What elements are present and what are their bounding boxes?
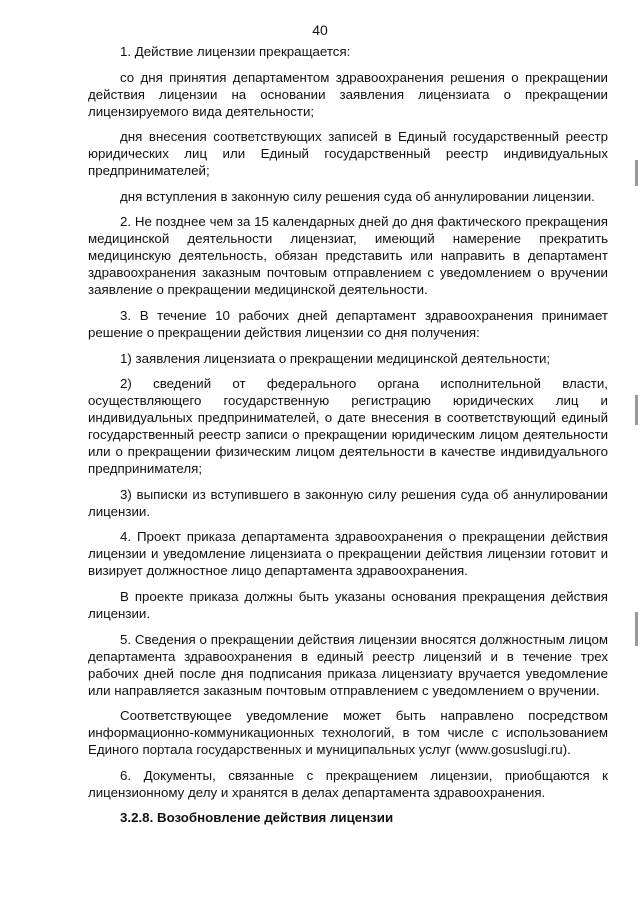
paragraph-item-3: 3) выписки из вступившего в законную силу решения суда об аннулировании лицензии. [88, 486, 608, 519]
paragraph-documents-filing: 6. Документы, связанные с прекращением лицензии, приобщаются к лицензионному делу и хранятся в делах департамента здравоохранения. [88, 767, 608, 800]
paragraph-termination-by-registry: дня внесения соответствующих записей в Единый государственный реестр юридических лиц или Единый государственный реестр индивидуальных предпринимателей; [88, 129, 608, 179]
paragraph-electronic-notice: Соответствующее уведомление может быть направлено посредством информационно-коммуникационных технологий, в том числе с использованием Единого портала государственных и муниципальных услуг (www.gosuslugi.ru). [88, 708, 608, 758]
section-heading: 3.2.8. Возобновление действия лицензии [120, 810, 394, 826]
scan-artifact-mark [635, 395, 638, 425]
paragraph-notice-period: 2. Не позднее чем за 15 календарных дней до дня фактического прекращения медицинской деятельности лицензиат, имеющий намерение прекратить медицинскую деятельность, обязан представить или направить в департамент здравоохранения заказным почтовым отправлением с уведомлением о вручении заявление о прекращении медицинской деятельности. [88, 214, 608, 298]
paragraph-item-1: 1) заявления лицензиата о прекращении медицинской деятельности; [120, 350, 551, 366]
scan-artifact-mark [635, 612, 638, 646]
paragraph-item-2: 2) сведений от федерального органа исполнительной власти, осуществляющего государственную регистрацию юридических лиц и индивидуальных предпринимателей, о дате внесения в соответствующий единый государственный реестр записи о прекращении юридическим лицом деятельности или о прекращении физическим лицом деятельности в качестве индивидуального предпринимателя; [88, 376, 608, 477]
document-body [88, 43, 608, 835]
scan-artifact-mark [635, 160, 638, 186]
paragraph-registry-entry: 5. Сведения о прекращении действия лицензии вносятся должностным лицом департамента здравоохранения в единый реестр лицензий и в течение трех рабочих дней после дня подписания приказа лицензиату вручается уведомление или направляется заказным почтовым отправлением с уведомлением о вручении. [88, 631, 608, 698]
page-number: 40 [312, 22, 328, 38]
paragraph-order-draft: 4. Проект приказа департамента здравоохранения о прекращении действия лицензии и уведомление лицензиата о прекращении действия лицензии готовит и визирует должностное лицо департамента здравоохранения. [88, 529, 608, 579]
paragraph-termination-by-court: дня вступления в законную силу решения суда об аннулировании лицензии. [120, 188, 595, 204]
paragraph-termination-by-decision: со дня принятия департаментом здравоохранения решения о прекращении действия лицензии на основании заявления лицензиата о прекращении лицензируемого вида деятельности; [88, 69, 608, 119]
paragraph-termination-intro: 1. Действие лицензии прекращается: [120, 44, 351, 59]
paragraph-decision-term: 3. В течение 10 рабочих дней департамент здравоохранения принимает решение о прекращении действия лицензии со дня получения: [88, 307, 608, 340]
paragraph-order-grounds: В проекте приказа должны быть указаны основания прекращения действия лицензии. [88, 588, 608, 621]
